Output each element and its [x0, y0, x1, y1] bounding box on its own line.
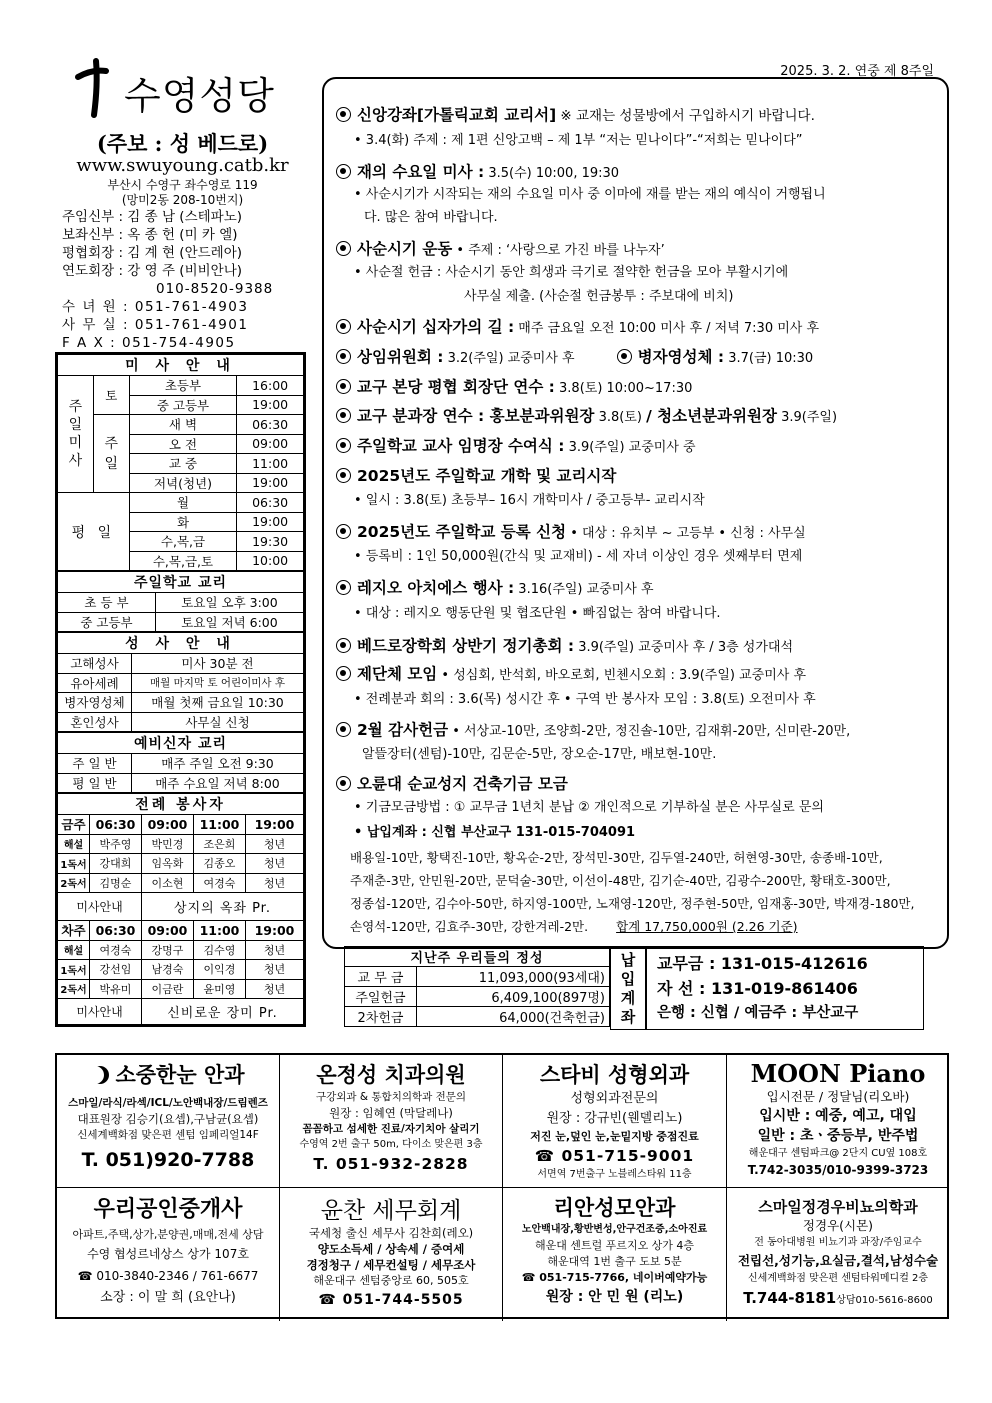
ad-realtor[interactable]: 우리공인중개사 아파트,주택,상가,분양권,매매,전세 상담 수영 협성르네상스 상가 107호 ☎ 010-3840-2346 / 761-6677 소장 : 이 말 희 (요안나) [57, 1188, 280, 1321]
notice-item: 사순시기 십자가의 길 : 매주 금요일 오전 10:00 미사 후 / 저녁 7:30 미사 후 [336, 315, 939, 337]
notice-item: 사순시기 운동 • 주제 : ‘사랑으로 가진 바를 나누자’ [336, 237, 939, 259]
staff-row: 평협회장 : 김 계 현 (안드레아) [62, 245, 243, 261]
donor-line: 배용일-10만, 황택진-10만, 황옥순-2만, 장석민-30만, 김두열-240만, 허현영-30만, 송종배-10만, [350, 850, 883, 865]
bullet-icon [336, 468, 351, 483]
bullet-icon [336, 666, 351, 681]
notice-item: 교구 분과장 연수 : 홍보분과위원장 3.8(토) / 청소년분과위원장 3.9(주일) [336, 404, 939, 426]
staff-row: F A X : 051-754-4905 [62, 335, 236, 351]
notice-item: 교구 본당 평협 회장단 연수 : 3.8(토) 10:00~17:30 [336, 375, 939, 397]
deposit-label-text: 납입계좌 [620, 951, 636, 1026]
notice-item: 재의 수요일 미사 : 3.5(수) 10:00, 19:30 [336, 160, 939, 182]
bullet-icon [336, 408, 351, 423]
deposit-accounts: 교무금 : 131-015-412616 자 선 : 131-019-861406 은행 : 신협 / 예금주 : 부산교구 [646, 946, 924, 1030]
bullet-icon [336, 107, 351, 122]
bullet-icon [336, 524, 351, 539]
sunday-school-table: 주일학교 교리 초 등 부 토요일 오후 3:00 중 고등부 토요일 저녁 6:00 [57, 571, 304, 632]
cross-logo-icon [72, 55, 122, 123]
bullet-icon [336, 580, 351, 595]
bullet-icon [336, 722, 351, 737]
staff-row: 010-8520-9388 [156, 281, 274, 297]
notice-item: 2월 감사헌금 • 서상교-10만, 조양희-2만, 정진솔-10만, 김재휘-20만, 신미란-20만, [336, 718, 939, 740]
notice-item: 상임위원회 : 3.2(주일) 교중미사 후 병자영성체 : 3.7(금) 10:30 [336, 345, 939, 367]
bullet-icon [336, 164, 351, 179]
bullet-icon [336, 638, 351, 653]
sacrament-table: 성 사 안 내 고해성사 미사 30분 전 유아세례 매월 마지막 토 어린이미사 후 병자영성체 매월 첫째 금요일 10:30 혼인성사 사무실 신청 [57, 632, 304, 732]
bullet-icon [336, 241, 351, 256]
bullet-icon [336, 349, 351, 364]
parish-name: 수영성당 [124, 74, 275, 118]
saturday-label: 토 [93, 376, 129, 415]
notice-item: 베드로장학회 상반기 정기총회 : 3.9(주일) 교중미사 후 / 3층 성가대석 [336, 634, 939, 656]
ad-eye-clinic[interactable]: 소중한눈 안과 스마일/라식/라섹/ICL/노안백내장/드림렌즈 대표원장 김승기(요셉),구남균(요셉) 신세계백화점 맞은편 센텀 임페리얼14F T. 051)920-7788 [57, 1055, 280, 1188]
staff-list [62, 208, 307, 352]
notice-item: 2025년도 주일학교 개학 및 교리시작 [336, 464, 939, 486]
bullet-icon [617, 349, 632, 364]
liturgy-table: 전례 봉사자 금주 06:30 09:00 11:00 19:00 해설 박주영 박민경 조은희 청년 1독서 강대희 임옥화 김종오 청년 2독서 김명순 이소현 여경숙 청년 미사안내 상지의 옥좌 Pr. 차주 06:30 09:00 11:00 19:00 해설 여경숙 강명구 김수영 청년 1독서 강선임 남경숙 이익경 청년 2독서 박유미 이금란 윤미영 청년 미사안내 신비로운 장미 Pr. [57, 793, 304, 1025]
staff-row: 사 무 실 : 051-761-4901 [62, 317, 249, 333]
staff-row: 수 녀 원 : 051-761-4903 [62, 299, 249, 315]
weekday-label: 평 일 [58, 493, 130, 571]
bullet-icon [336, 379, 351, 394]
left-schedule-panel [55, 352, 306, 1027]
parish-url[interactable]: www.swuyoung.catb.kr [76, 155, 289, 176]
notice-item: 2025년도 주일학교 등록 신청 • 대상 : 유치부 ~ 고등부 • 신청 : 사무실 [336, 520, 939, 542]
fund-total: 합계 17,750,000원 (2.26 기준) [616, 919, 798, 934]
deposit-label [610, 946, 646, 1030]
bullet-icon [336, 776, 351, 791]
notice-item: 레지오 아치에스 행사 : 3.16(주일) 교중미사 후 [336, 576, 939, 598]
ad-dental[interactable]: 온정성 치과의원 구강외과 & 통합치의학과 전문의 원장 : 임혜연 (막달레나) 꼼꼼하고 섬세한 진료/자기치아 살리기 수영역 2번 출구 50m, 다이소 맞은편 3층 T. 051-932-2828 [280, 1055, 503, 1188]
ads-grid [55, 1053, 949, 1319]
notice-item: 제단체 모임 • 성심회, 반석회, 바오로회, 빈첸시오회 : 3.9(주일) 교중미사 후 [336, 662, 939, 684]
ad-piano[interactable]: MOON Piano 입시전문 / 정달님(리오바) 입시반 : 예중, 예고, 대입 일반 : 초ㆍ중등부, 반주법 해운대구 센텀파크@ 2단지 CU옆 108호 T.742-3035/010-9399-3723 [727, 1055, 949, 1188]
donor-line: 손영석-120만, 김효주-30만, 강한겨레-2만. 합계 17,750,000원 (2.26 기준) [350, 919, 798, 934]
bulletin-date: 2025. 3. 2. 연중 제 8주일 [780, 64, 934, 79]
ad-ophthalmology[interactable]: 리안성모안과 노안백내장,황반변성,안구건조증,소아진료 해운대 센트럴 푸르지오 상가 4층 해운대역 1번 출구 도보 5분 ☎ 051-715-7766, 네이버예약가능 원장 : 안 민 원 (리노) [503, 1188, 727, 1321]
donor-line: 주재춘-3만, 안민원-20만, 문덕술-30만, 이선이-48만, 김기순-40만, 김광수-200만, 황태호-300만, [350, 873, 891, 888]
sunday-label: 주 일 [93, 415, 129, 493]
mass-title: 미 사 안 내 [58, 355, 304, 376]
ad-urology[interactable]: 스마일정경우비뇨의학과 정경우(시몬) 전 동아대병원 비뇨기과 과장/주임교수 전립선,성기능,요실금,결석,남성수술 신세계백화점 맞은편 센텀타워메디컬 2층 T.744-8181상담010-5616-8600 [737, 1198, 939, 1307]
mass-table: 미 사 안 내 주 일 미 사 토 초등부 16:00 중 고등부 19:00 주 일 새 벽 06:30 오 전 09:00 교 중 11:00 저녁(청년) 19:00 평 일 월 06:30 화 19:00 수,목,금 19:30 수,목,금,토 10:00 [57, 354, 304, 571]
sunday-mass-label: 주 일 미 사 [58, 376, 94, 493]
moon-icon [91, 1066, 109, 1084]
staff-row: 보좌신부 : 옥 종 헌 (미 카 엘) [62, 227, 238, 243]
notice-item: 신앙강좌[가톨릭교회 교리서] ※ 교재는 성물방에서 구입하시기 바랍니다. [336, 103, 939, 125]
bullet-icon [336, 319, 351, 334]
notice-item: 오륜대 순교성지 건축기금 모금 [336, 772, 939, 794]
staff-row: 연도회장 : 강 영 주 (비비안나) [62, 263, 243, 279]
notice-panel: 신앙강좌[가톨릭교회 교리서] ※ 교재는 성물방에서 구입하시기 바랍니다. • 3.4(화) 주제 : 제 1편 신앙고백 – 제 1부 “저는 믿나이다”-“저희는 믿나이다” 재의 수요일 미사 : 3.5(수) 10:00, 19:30 • 사순시기가 시작되는 재의 수요일 미사 중 이마에 재를 받는 재의 예식이 거행됩니 다. 많은 참여 바랍니다. 사순시기 운동 • 주제 : ‘사랑으로 가진 바를 나누자’ • 사순절 헌금 : 사순시기 동안 희생과 극기로 절약한 헌금을 모아 부활시기에 사무실 제출. (사순절 헌금봉투 : 주보대에 비치) 사순시기 십자가의 길 : 매주 금요일 오전 10:00 미사 후 / 저녁 7:30 미사 후 상임위원회 : 3.2(주일) 교중미사 후 병자영성체 : 3.7(금) 10:30 교구 본당 평협 회장단 연수 : 3.8(토) 10:00~17:30 교구 분과장 연수 : 홍보분과위원장 3.8(토) / 청소년분과위원장 3.9(주일) 주일학교 교사 임명장 수여식 : 3.9(주일) 교중미사 중 2025년도 주일학교 개학 및 교리시작 • 일시 : 3.8(토) 초등부– 16시 개학미사 / 중고등부- 교리시작 2025년도 주일학교 등록 신청 • 대상 : 유치부 ~ 고등부 • 신청 : 사무실 • 등록비 : 1인 50,000원(간식 및 교재비) - 세 자녀 이상인 경우 셋째부터 면제 레지오 아치에스 행사 : 3.16(주일) 교중미사 후 • 대상 : 레지오 행동단원 및 협조단원 • 빠짐없는 참여 바랍니다. 베드로장학회 상반기 정기총회 : 3.9(주일) 교중미사 후 / 3층 성가대석 제단체 모임 • 성심회, 반석회, 바오로회, 빈첸시오회 : 3.9(주일) 교중미사 후 • 전례분과 회의 : 3.6(목) 성시간 후 • 구역 반 봉사자 모임 : 3.8(토) 오전미사 후 2월 감사헌금 • 서상교-10만, 조양희-2만, 정진솔-10만, 김재휘-20만, 신미란-20만, 알뜰장터(센텀)-10만, 김문순-5만, 장오순-17만, 배보현-10만. 오륜대 순교성지 건축기금 모금 • 기금모금방법 : ① 교무금 1년치 분납 ② 개인적으로 기부하실 분은 사무실로 문의 • 납입계좌 : 신협 부산교구 131-015-704091 배용일-10만, 황택진-10만, 황옥순-2만, 장석민-30만, 김두열-240만, 허현영-30만, 송종배-10만, 주재춘-3만, 안민원-20만, 문덕술-30만, 이선이-48만, 김기순-40만, 김광수-200만, 황태호-300만, 정종섭-120만, 김수아-50만, 하지영-100만, 노재영-120만, 정주현-50만, 임재홍-30만, 박재경-180만, 손영석-120만, 김효주-30만, 강한겨레-2만. 합계 17,750,000원 (2.26 기준) [322, 77, 949, 949]
bulletin-patron: (주보 : 성 베드로) [96, 131, 269, 156]
ad-tax-accountant[interactable]: 윤찬 세무회계 국세청 출신 세무사 김찬희(레오) 양도소득세 / 상속세 / 증여세 경정청구 / 세무컨설팅 / 세무조사 해운대구 센텀중앙로 60, 505호 ☎ 051-744-5505 [280, 1188, 503, 1321]
catechumen-table: 예비신자 교리 주 일 반 매주 주일 오전 9:30 평 일 반 매주 수요일 저녁 8:00 [57, 732, 304, 793]
staff-row: 주임신부 : 김 종 남 (스테파노) [62, 209, 243, 225]
ad-plastic-surgery[interactable]: 스타비 성형외과 성형외과전문의 원장 : 강규빈(웬델리노) 저진 눈,덮인 눈,눈밑지방 중점진료 ☎ 051-715-9001 서면역 7번출구 노블레스타워 11층 [503, 1055, 727, 1188]
donor-line: 정종섭-120만, 김수아-50만, 하지영-100만, 노재영-120만, 정주현-50만, 임재홍-30만, 박재경-180만, [350, 896, 915, 911]
parish-address: 부산시 수영구 좌수영로 119 (망미2동 208-10번지) [107, 178, 258, 207]
bullet-icon [336, 438, 351, 453]
offering-table: 지난주 우리들의 정성 교 무 금 11,093,000(93세대) 주일헌금 6,409,100(897명) 2차헌금 64,000(건축헌금) [344, 946, 610, 1027]
parish-logo [72, 55, 302, 123]
notice-item: 주일학교 교사 임명장 수여식 : 3.9(주일) 교중미사 중 [336, 434, 939, 456]
